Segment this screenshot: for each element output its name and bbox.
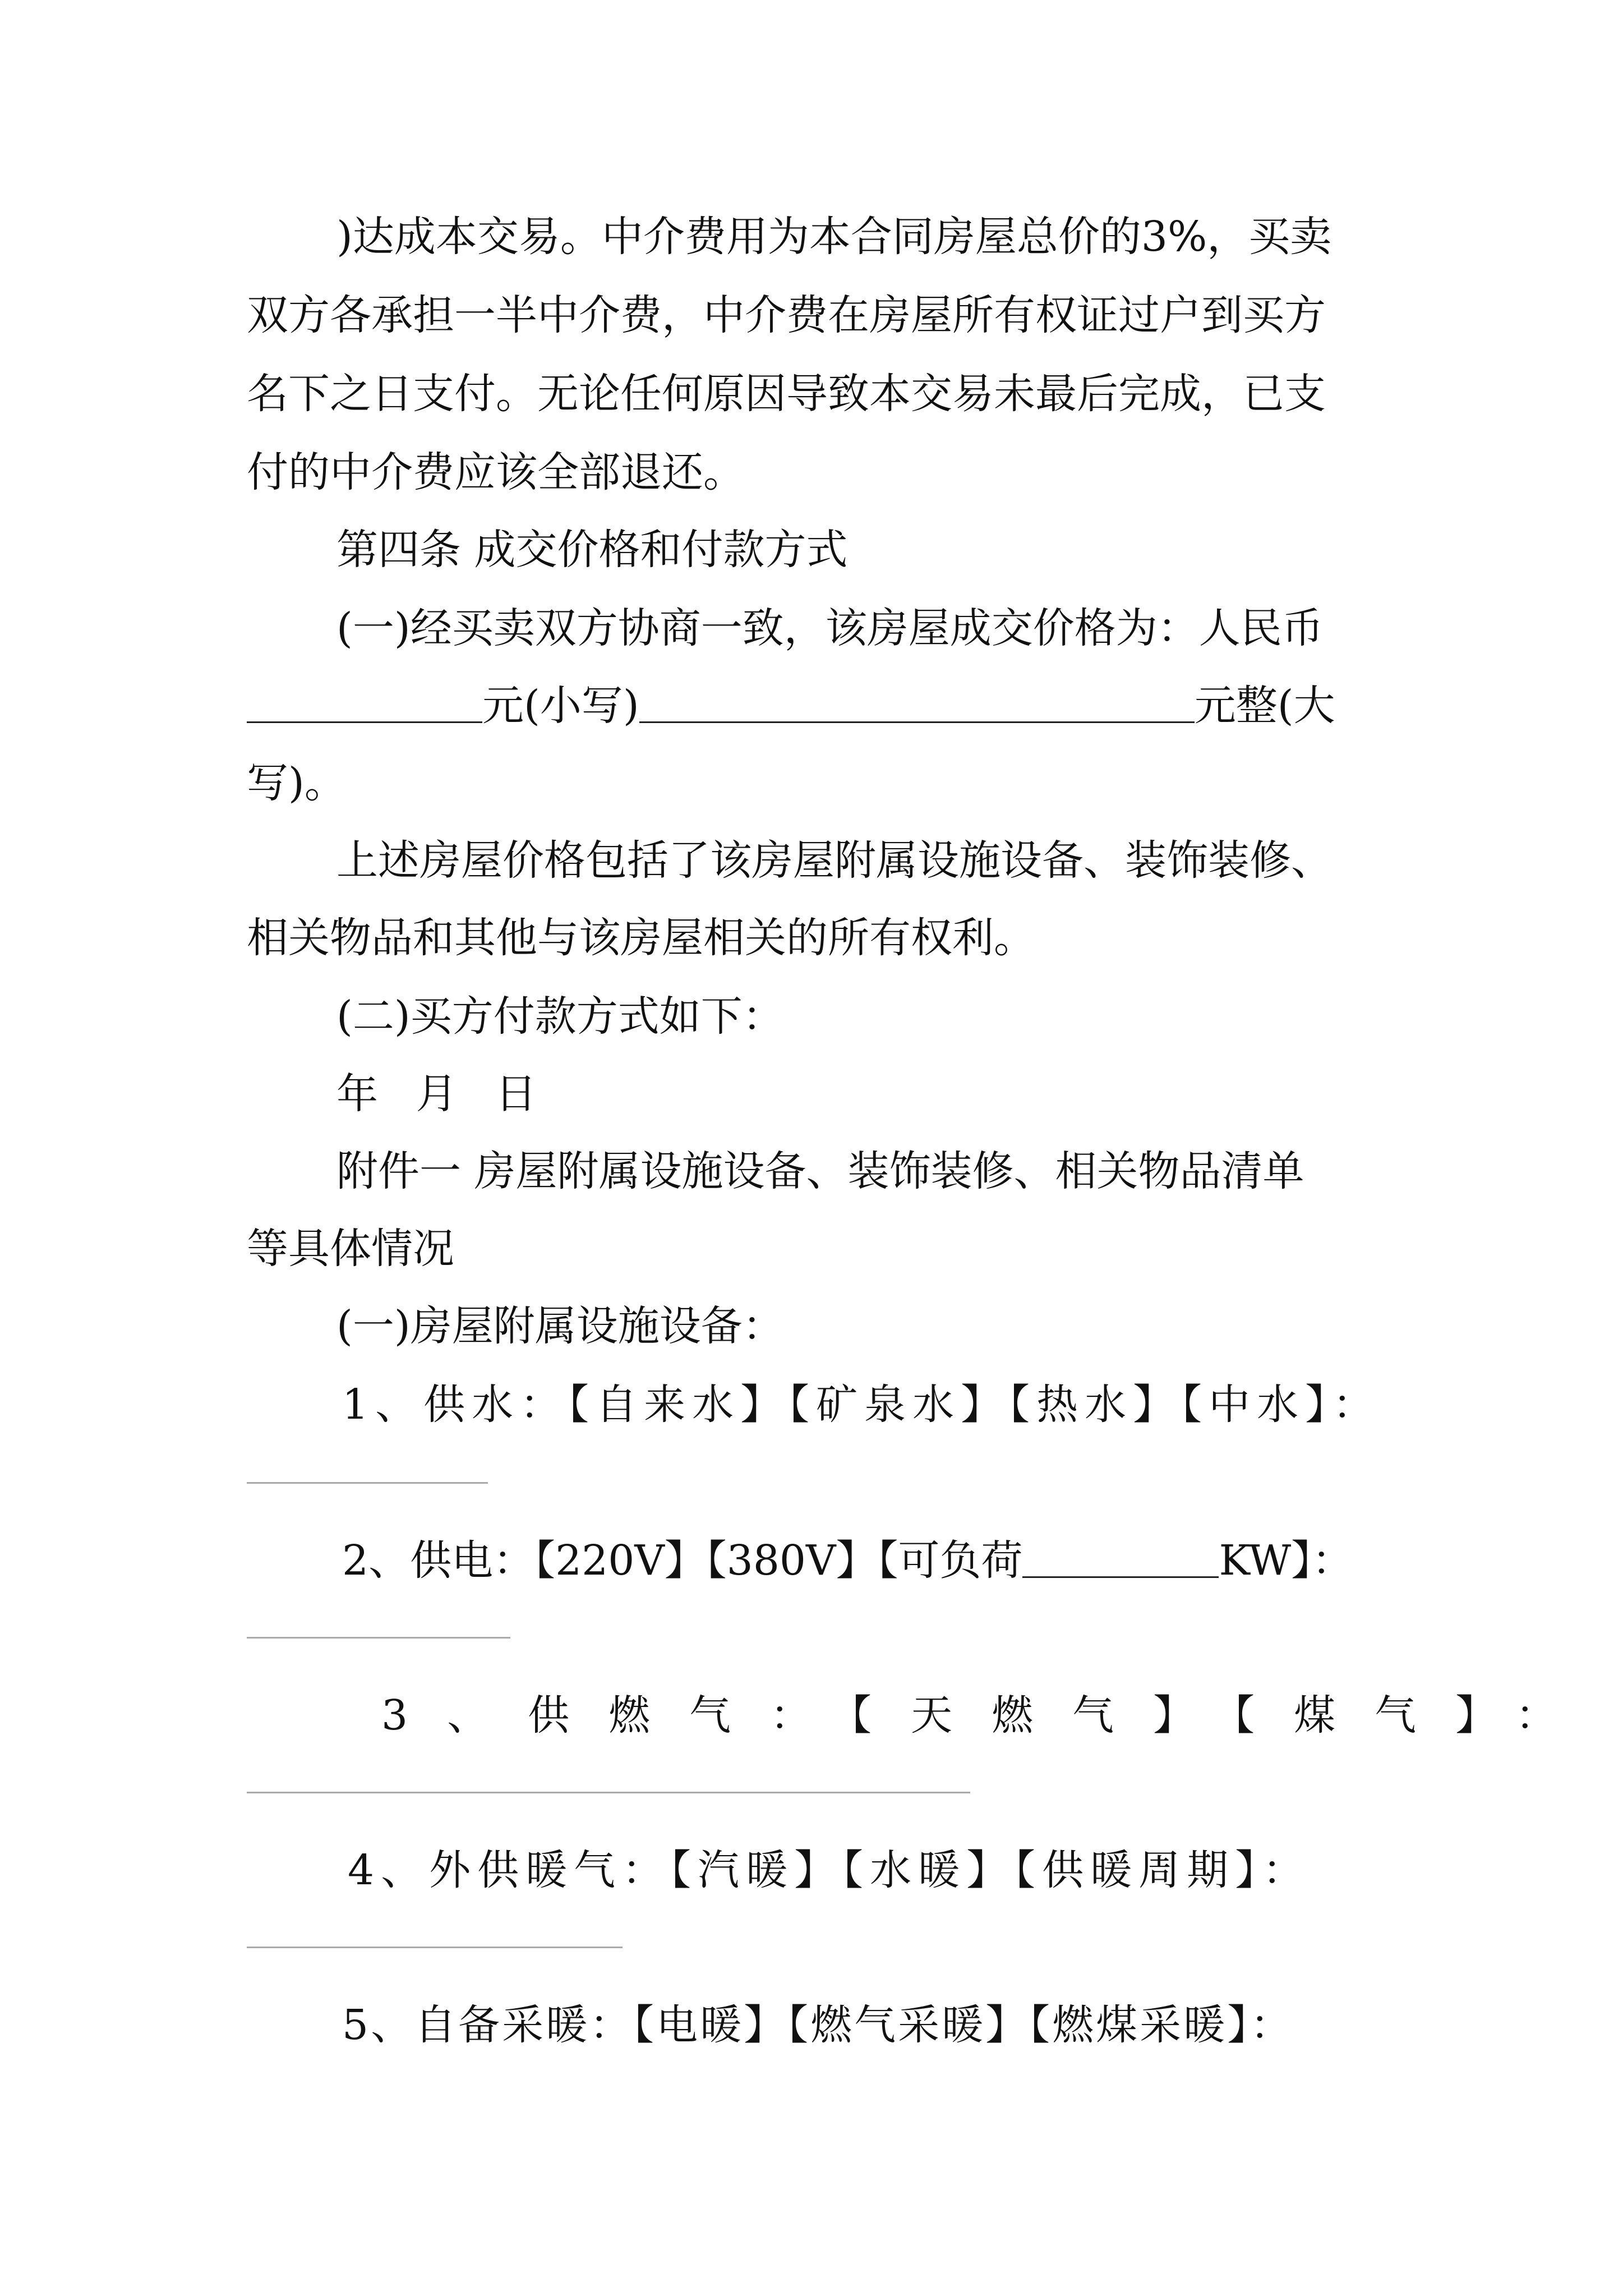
- facility-item: [342, 1533, 1396, 1589]
- attachment-heading: 等具体情况: [247, 1225, 454, 1273]
- date-line: 年 月 日: [336, 1070, 550, 1118]
- facility-item: 4、外供暖气：【汽暖】【水暖】【供暖周期】：: [348, 1846, 1311, 1894]
- price-lowercase-blank: [247, 681, 482, 723]
- paragraph-line: 名下之日支付。无论任何原因导致本交易未最后完成，已支: [247, 370, 1326, 418]
- paragraph-line: )达成本交易。中介费用为本合同房屋总价的3%，买卖: [336, 213, 1332, 261]
- paragraph-line: (一)经买卖双方协商一致，该房屋成交价格为：人民币: [336, 604, 1324, 652]
- price-line: [247, 678, 1391, 734]
- paragraph-line: 相关物品和其他与该房屋相关的所有权利。: [247, 914, 1035, 962]
- section-heading: (一)房屋附属设施设备：: [336, 1302, 784, 1350]
- facility-item: 1、供水：【自来水】【矿泉水】【热水】【中水】：: [342, 1381, 1381, 1429]
- facility-item-text: 2、供电：【220V】【380V】【可负荷: [342, 1536, 1023, 1585]
- fill-in-line: [247, 1637, 510, 1639]
- paragraph-line: (二)买方付款方式如下：: [336, 992, 784, 1041]
- facility-item: 3、供燃气：【天燃气】【煤气】：: [381, 1691, 1597, 1740]
- facility-item-unit: KW】：: [1219, 1536, 1354, 1585]
- load-capacity-blank: [1022, 1536, 1219, 1578]
- attachment-heading: 附件一 房屋附属设施设备、装饰装修、相关物品清单: [336, 1147, 1304, 1195]
- price-uppercase-label: 元整(大: [1194, 682, 1335, 730]
- facility-item: 5、自备采暖：【电暖】【燃气采暖】【燃煤采暖】：: [342, 2001, 1294, 2049]
- paragraph-line: 双方各承担一半中介费，中介费在房屋所有权证过户到买方: [247, 291, 1326, 339]
- fill-in-line: [247, 1947, 623, 1948]
- article-heading: 第四条 成交价格和付款方式: [336, 526, 848, 574]
- price-lowercase-label: 元(小写): [482, 682, 639, 730]
- fill-in-line: [247, 1482, 488, 1484]
- price-uppercase-blank: [639, 681, 1195, 723]
- paragraph-line: 上述房屋价格包括了该房屋附属设施设备、装饰装修、: [336, 836, 1332, 885]
- paragraph-line: 写)。: [247, 759, 346, 807]
- paragraph-line: 付的中介费应该全部退还。: [247, 448, 745, 496]
- fill-in-line: [247, 1792, 970, 1793]
